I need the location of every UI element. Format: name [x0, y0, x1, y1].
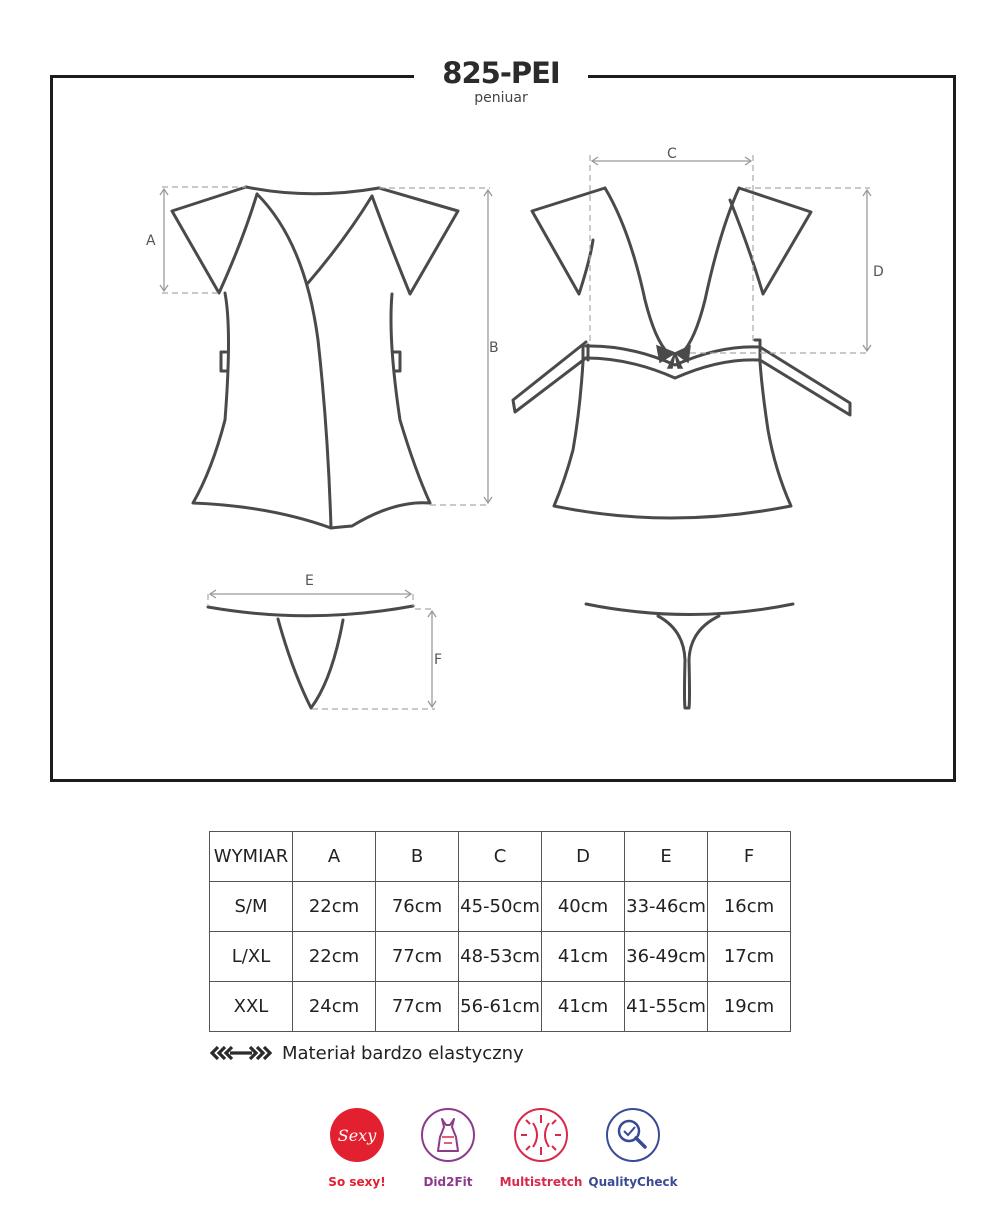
stretch-arrows-icon: [210, 1045, 272, 1061]
table-cell: 77cm: [376, 982, 459, 1032]
table-cell: 19cm: [708, 982, 791, 1032]
table-cell: 76cm: [376, 882, 459, 932]
size-table: [209, 831, 791, 1032]
table-row: [210, 982, 791, 1032]
table-cell: 16cm: [708, 882, 791, 932]
robe-back-drawing: [513, 188, 850, 518]
table-header-cell: D: [542, 832, 625, 882]
sexy-icon: [329, 1107, 385, 1163]
badge-label: Did2Fit: [423, 1175, 473, 1189]
badge-label: Multistretch: [499, 1175, 583, 1189]
dimension-e: [208, 573, 413, 606]
table-cell: 48-53cm: [459, 932, 542, 982]
table-cell: 24cm: [293, 982, 376, 1032]
table-header-cell: F: [708, 832, 791, 882]
thong-front-drawing: [208, 606, 413, 708]
table-cell: 41-55cm: [625, 982, 708, 1032]
table-cell: 36-49cm: [625, 932, 708, 982]
table-cell: 45-50cm: [459, 882, 542, 932]
table-row: [210, 932, 791, 982]
dress-icon: [420, 1107, 476, 1163]
product-code-title: 825-PEI: [442, 56, 560, 90]
table-cell: S/M: [210, 882, 293, 932]
material-note-text: Materiał bardzo elastyczny: [282, 1042, 524, 1064]
table-header-row: [210, 832, 791, 882]
table-cell: 40cm: [542, 882, 625, 932]
dimension-b: [379, 188, 499, 505]
sexy-icon-text: Sexy: [337, 1126, 377, 1145]
dimension-label-a: A: [146, 233, 156, 249]
multistretch-icon: [513, 1107, 569, 1163]
table-cell: 41cm: [542, 932, 625, 982]
badge-label: So sexy!: [328, 1175, 386, 1189]
table-cell: 33-46cm: [625, 882, 708, 932]
table-cell: 22cm: [293, 882, 376, 932]
title-block: [414, 52, 588, 112]
dimension-label-f: F: [434, 652, 443, 668]
magnifier-check-icon: [605, 1107, 661, 1163]
dimension-label-b: B: [489, 340, 499, 356]
badge-quality-check: [578, 1107, 688, 1189]
dimension-label-e: E: [305, 573, 314, 589]
dimension-label-d: D: [873, 264, 884, 280]
table-cell: 41cm: [542, 982, 625, 1032]
table-cell: L/XL: [210, 932, 293, 982]
table-cell: 17cm: [708, 932, 791, 982]
badge-label: QualityCheck: [588, 1175, 678, 1189]
dimension-f: [312, 609, 442, 709]
table-cell: 56-61cm: [459, 982, 542, 1032]
dimension-c: [590, 146, 753, 345]
thong-back-drawing: [586, 604, 793, 708]
table-header-cell: B: [376, 832, 459, 882]
table-cell: XXL: [210, 982, 293, 1032]
table-header-cell: A: [293, 832, 376, 882]
dimension-d: [690, 188, 884, 353]
table-cell: 22cm: [293, 932, 376, 982]
table-header-cell: E: [625, 832, 708, 882]
table-header-cell: WYMIAR: [210, 832, 293, 882]
table-row: [210, 882, 791, 932]
table-header-cell: C: [459, 832, 542, 882]
dimension-label-c: C: [667, 146, 677, 162]
material-note: [210, 1041, 524, 1065]
robe-front-drawing: [172, 187, 458, 528]
product-subtitle: peniuar: [474, 90, 528, 106]
table-cell: 77cm: [376, 932, 459, 982]
